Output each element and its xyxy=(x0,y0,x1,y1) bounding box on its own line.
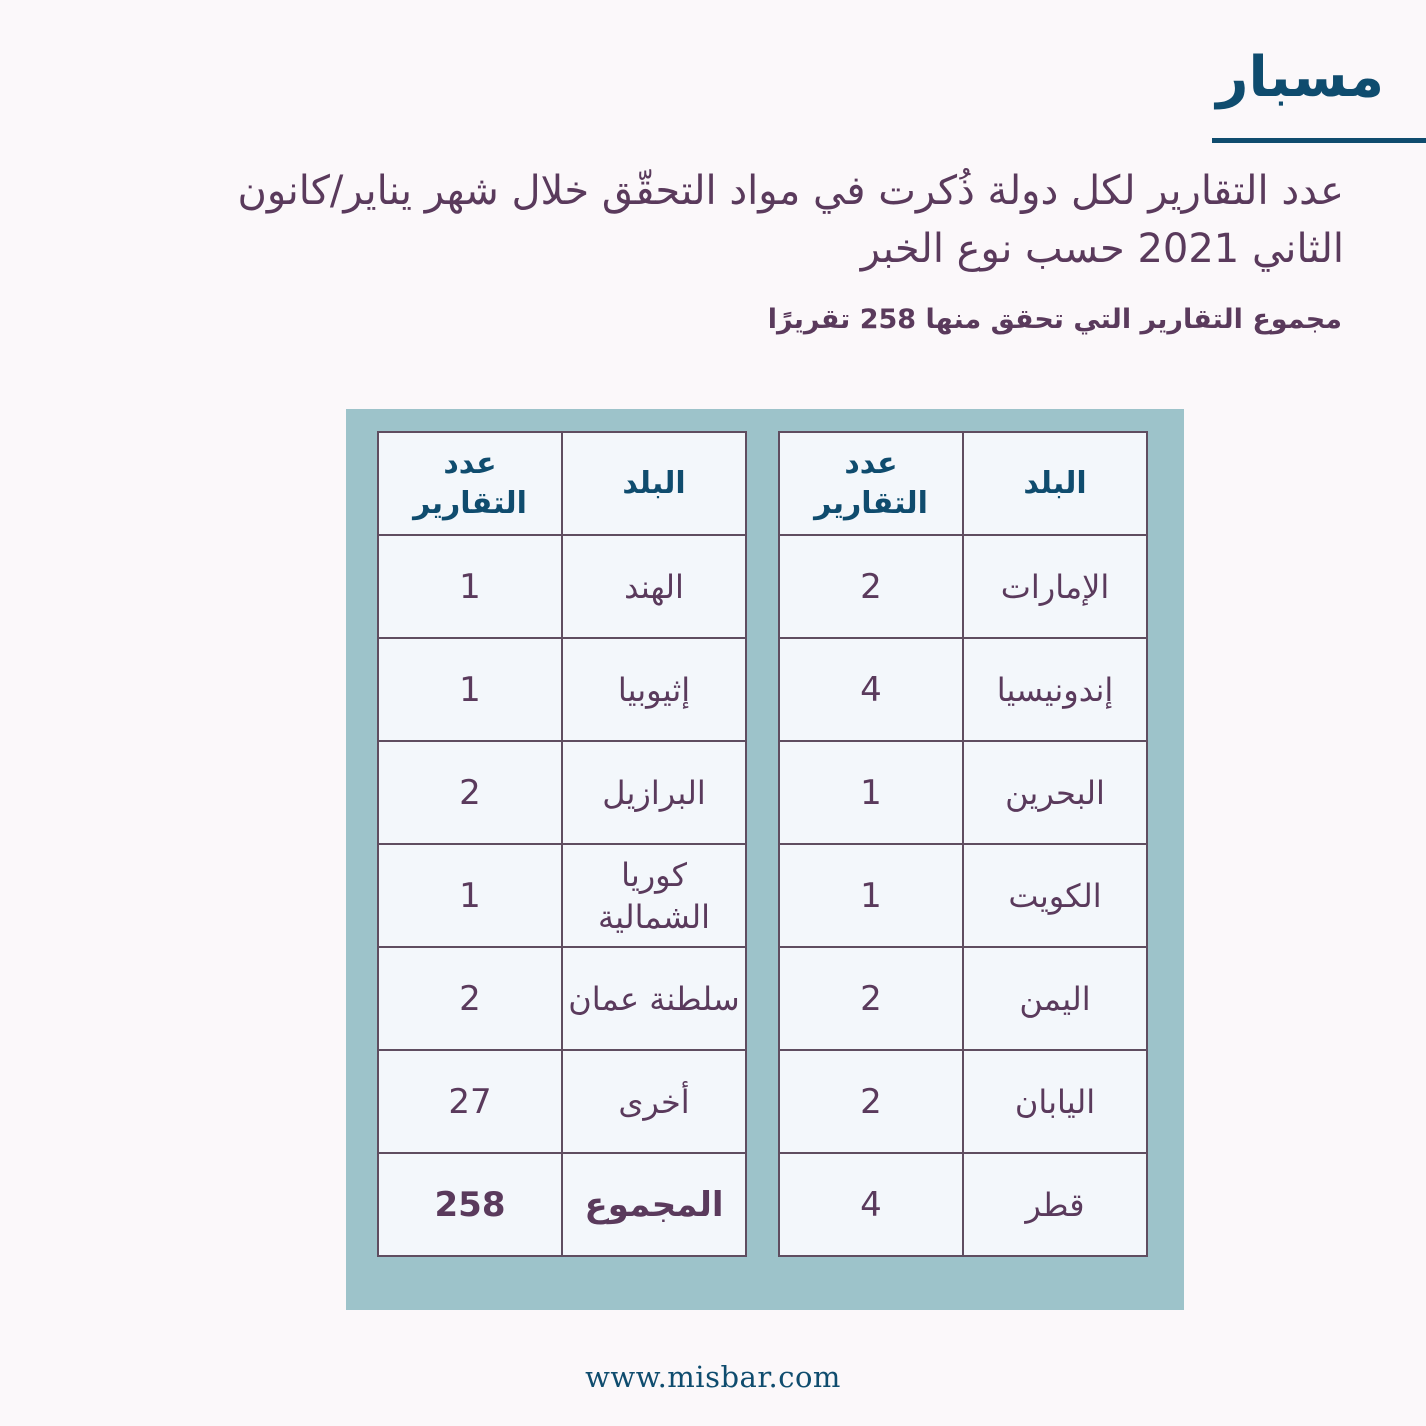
table-row xyxy=(779,844,1147,947)
count-cell: 2 xyxy=(779,1050,963,1153)
countries-table-left xyxy=(377,431,747,1257)
country-cell: إندونيسيا xyxy=(963,638,1147,741)
table-row xyxy=(779,1153,1147,1256)
table-row xyxy=(378,1050,746,1153)
count-cell: 1 xyxy=(378,638,562,741)
country-cell: البحرين xyxy=(963,741,1147,844)
count-cell: 1 xyxy=(378,844,562,947)
country-cell: كوريا الشمالية xyxy=(562,844,746,947)
count-cell: 2 xyxy=(378,947,562,1050)
brand-divider xyxy=(1212,138,1426,143)
tables-panel xyxy=(346,409,1184,1310)
page-subtitle: مجموع التقارير التي تحقق منها 258 تقريرًا xyxy=(767,304,1342,335)
table-row xyxy=(378,947,746,1050)
header-country: البلد xyxy=(963,432,1147,535)
table-header-row xyxy=(779,432,1147,535)
total-label-cell: المجموع xyxy=(562,1153,746,1256)
country-cell: سلطنة عمان xyxy=(562,947,746,1050)
count-cell: 2 xyxy=(779,947,963,1050)
table-row xyxy=(779,535,1147,638)
table-row xyxy=(779,1050,1147,1153)
table-row xyxy=(779,947,1147,1050)
header-count-line1: عدد xyxy=(443,445,497,481)
country-cell: إثيوبيا xyxy=(562,638,746,741)
country-cell: البرازيل xyxy=(562,741,746,844)
table-row xyxy=(378,844,746,947)
page-title: عدد التقارير لكل دولة ذُكرت في مواد التحقّق خلال شهر يناير/كانون الثاني 2021 حسب نوع الخبر xyxy=(237,168,1344,272)
count-cell: 4 xyxy=(779,638,963,741)
header-count-line1: عدد xyxy=(844,445,898,481)
country-cell: أخرى xyxy=(562,1050,746,1153)
header-count-line2: التقارير xyxy=(413,485,527,521)
country-cell: الكويت xyxy=(963,844,1147,947)
count-cell: 1 xyxy=(779,844,963,947)
count-cell: 2 xyxy=(378,741,562,844)
total-row xyxy=(378,1153,746,1256)
countries-table-right xyxy=(778,431,1148,1257)
country-cell: قطر xyxy=(963,1153,1147,1256)
count-cell: 4 xyxy=(779,1153,963,1256)
total-count-cell: 258 xyxy=(378,1153,562,1256)
count-cell: 1 xyxy=(378,535,562,638)
country-cell: الإمارات xyxy=(963,535,1147,638)
country-cell: اليابان xyxy=(963,1050,1147,1153)
table-row xyxy=(378,638,746,741)
footer-website-link[interactable]: www.misbar.com xyxy=(585,1360,841,1394)
count-cell: 2 xyxy=(779,535,963,638)
count-cell: 27 xyxy=(378,1050,562,1153)
table-row xyxy=(378,535,746,638)
count-cell: 1 xyxy=(779,741,963,844)
table-row xyxy=(779,638,1147,741)
header-report-count xyxy=(378,432,562,535)
header-count-line2: التقارير xyxy=(814,485,928,521)
header-report-count xyxy=(779,432,963,535)
country-cell: اليمن xyxy=(963,947,1147,1050)
country-cell: الهند xyxy=(562,535,746,638)
table-row xyxy=(378,741,746,844)
table-header-row xyxy=(378,432,746,535)
table-row xyxy=(779,741,1147,844)
header-country: البلد xyxy=(562,432,746,535)
brand-logo: مسبار xyxy=(1216,45,1384,110)
